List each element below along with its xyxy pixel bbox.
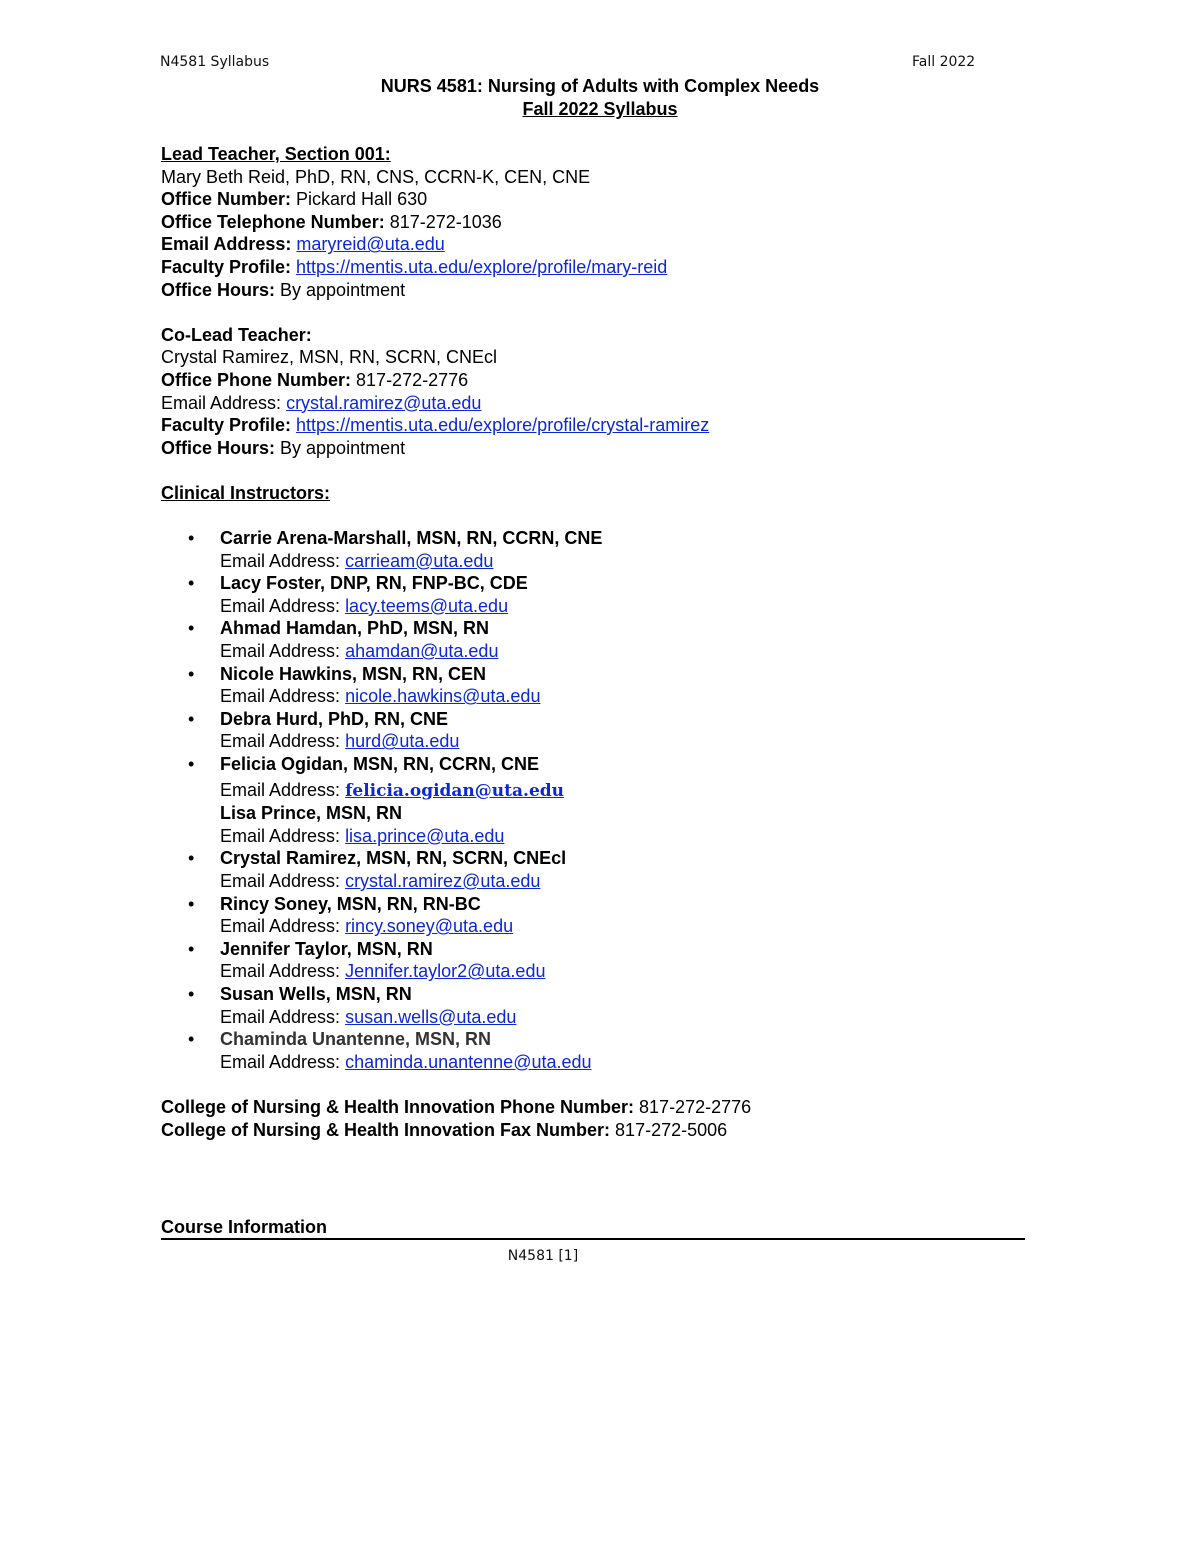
label: Email Address: [220,686,346,707]
label: Office Number: [161,189,292,210]
syllabus-subtitle: Fall 2022 Syllabus [522,99,678,119]
label: Email Address: [220,779,346,800]
label: Office Hours: [161,437,276,458]
spacer [161,1073,1041,1096]
value: Pickard Hall 630 [291,189,428,210]
label: Email Address: [220,595,346,616]
value: 817-272-2776 [634,1096,752,1117]
running-header-left: N4581 Syllabus [160,54,270,70]
instructor-email-link[interactable]: lisa.prince@uta.edu [345,825,505,846]
label: Email Address: [161,392,287,413]
label: College of Nursing & Health Innovation Phone Number: [161,1096,635,1117]
course-title: NURS 4581: Nursing of Adults with Complex Needs [380,76,820,96]
lead-email-row [161,233,1041,256]
instructor-email-link[interactable]: crystal.ramirez@uta.edu [345,871,541,891]
value: By appointment [275,437,406,458]
label: Office Phone Number: [161,369,352,390]
page-footer: N4581 [1] [507,1248,579,1264]
running-header-right: Fall 2022 [912,54,976,70]
label: Email Address: [220,731,346,752]
value: 817-272-5006 [610,1119,728,1140]
colead-profile-row [161,414,1041,437]
label: Email Address: [220,961,346,982]
value: 817-272-2776 [351,369,469,390]
label: College of Nursing & Health Innovation Fax Number: [161,1119,611,1140]
college-phone-row [161,1096,1041,1119]
label: Email Address: [220,1006,346,1027]
lead-office-number-row [161,188,1041,211]
label: Email Address: [161,234,292,255]
instructor-email-row [220,550,1041,573]
value: By appointment [275,279,406,300]
instructor-name: • Rincy Soney, MSN, RN, RN-BC [220,893,481,914]
colead-profile-link[interactable]: https://mentis.uta.edu/explore/profile/crystal-ramirez [296,415,710,436]
clinical-instructors-heading: Clinical Instructors: [161,482,331,503]
lead-profile-row [161,256,1041,279]
list-item [161,893,1041,938]
instructor-email-row [220,960,1041,983]
instructor-email-row [220,685,1041,708]
instructor-email-link[interactable]: rincy.soney@uta.edu [345,916,514,937]
instructor-email-row [220,1051,1041,1074]
instructor-email-row [220,915,1041,938]
instructor-email-row [220,730,1041,753]
instructor-email-link[interactable]: hurd@uta.edu [345,731,460,752]
instructor-email-link[interactable]: felicia.ogidan@uta.edu [345,780,565,801]
instructor-email-row [220,825,1041,848]
list-item [161,983,1041,1028]
label: Email Address: [220,550,346,571]
label: Faculty Profile: [161,415,292,436]
lead-profile-link[interactable]: https://mentis.uta.edu/explore/profile/mary-reid [296,256,668,277]
instructor-email-row [220,1006,1041,1029]
list-item [161,802,1041,847]
label: Email Address: [220,916,346,937]
label: Email Address: [220,825,346,846]
list-item [161,708,1041,753]
instructor-name: • Crystal Ramirez, MSN, RN, SCRN, CNEcl [220,848,567,869]
clinical-instructor-list [161,527,1041,1073]
instructor-email-link[interactable]: lacy.teems@uta.edu [345,595,509,616]
colead-phone-row [161,369,1041,392]
colead-email-row [161,392,1041,415]
document-body [161,143,1041,1141]
label: Faculty Profile: [161,256,292,277]
list-item [161,572,1041,617]
instructor-email-link[interactable]: Jennifer.taylor2@uta.edu [345,961,546,982]
list-item [161,847,1041,892]
instructor-name: • Carrie Arena-Marshall, MSN, RN, CCRN, CNE [220,528,603,549]
instructor-email-link[interactable]: nicole.hawkins@uta.edu [345,686,541,707]
list-item [161,527,1041,572]
colead-email-link[interactable]: crystal.ramirez@uta.edu [286,392,482,413]
instructor-name: • Ahmad Hamdan, PhD, MSN, RN [220,618,490,639]
instructor-email-link[interactable]: susan.wells@uta.edu [345,1006,517,1027]
list-item [161,753,1041,802]
instructor-name: Lisa Prince, MSN, RN [220,803,403,824]
lead-teacher-name: Mary Beth Reid, PhD, RN, CNS, CCRN-K, CEN, CNE [161,166,591,187]
instructor-email-row [220,595,1041,618]
instructor-name: • Chaminda Unantenne, MSN, RN [220,1029,492,1050]
list-item [161,663,1041,708]
college-fax-row [161,1119,1041,1142]
instructor-name: • Lacy Foster, DNP, RN, FNP-BC, CDE [220,573,528,594]
label: Office Hours: [161,279,276,300]
instructor-email-row [220,640,1041,663]
colead-hours-row [161,437,1041,460]
spacer [161,459,1041,482]
label: Email Address: [220,641,346,662]
colead-teacher-name: Crystal Ramirez, MSN, RN, SCRN, CNEcl [161,347,498,368]
colead-teacher-heading: Co-Lead Teacher: [161,324,312,345]
list-item [161,938,1041,983]
instructor-name: • Susan Wells, MSN, RN [220,983,412,1004]
label: Office Telephone Number: [161,211,385,232]
lead-teacher-heading: Lead Teacher, Section 001: [161,144,391,164]
lead-phone-row [161,211,1041,234]
label: Email Address: [220,871,346,891]
instructor-name: • Felicia Ogidan, MSN, RN, CCRN, CNE [220,754,540,775]
instructor-email-link[interactable]: ahamdan@uta.edu [345,641,499,662]
instructor-email-link[interactable]: chaminda.unantenne@uta.edu [345,1051,592,1072]
course-information-heading: Course Information [161,1216,1025,1240]
lead-hours-row [161,279,1041,302]
list-item [161,1028,1041,1073]
label: Email Address: [220,1051,346,1072]
instructor-email-row [220,870,1041,893]
list-item [161,617,1041,662]
instructor-name: • Jennifer Taylor, MSN, RN [220,938,433,959]
spacer [161,505,1041,528]
instructor-name: • Nicole Hawkins, MSN, RN, CEN [220,663,487,684]
lead-email-link[interactable]: maryreid@uta.edu [296,234,445,255]
instructor-name: • Debra Hurd, PhD, RN, CNE [220,708,449,729]
instructor-email-row [220,776,1041,803]
value: 817-272-1036 [384,211,502,232]
instructor-email-link[interactable]: carrieam@uta.edu [345,550,494,571]
spacer [161,301,1041,324]
